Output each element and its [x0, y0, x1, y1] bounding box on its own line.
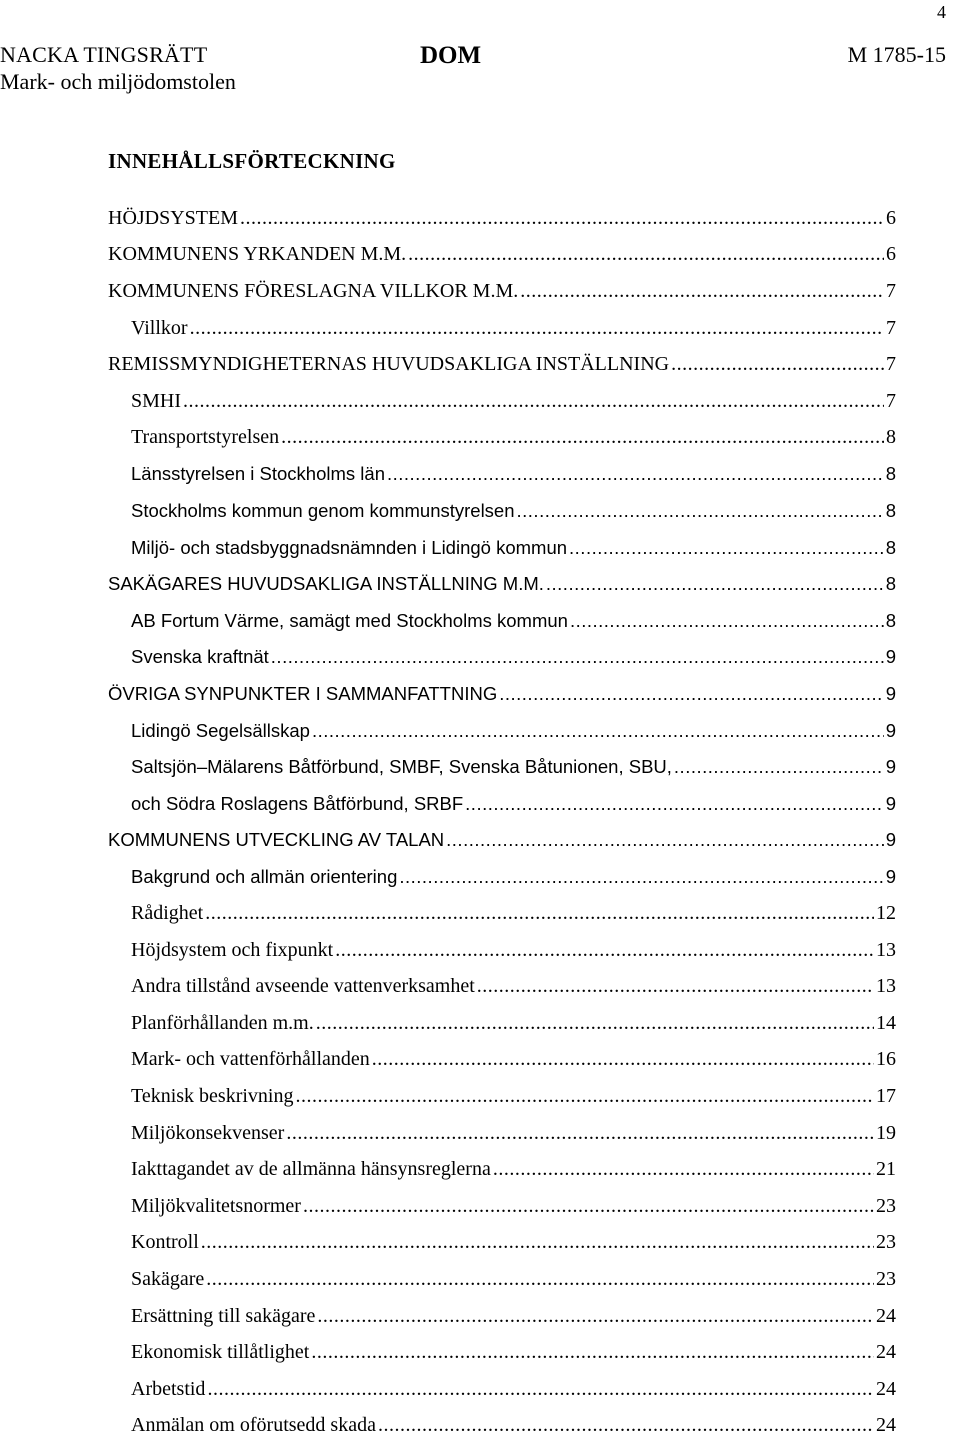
toc-entry-page: 6 — [886, 206, 896, 229]
dot-leader — [477, 975, 874, 998]
case-number: M 1785-15 — [847, 42, 946, 67]
dot-leader — [372, 1048, 874, 1071]
toc-entry-page: 17 — [876, 1085, 896, 1108]
toc-entry-page: 9 — [885, 683, 896, 705]
toc-entry-text: Mark- och vattenförhållanden — [131, 1048, 370, 1071]
toc-entry-page: 24 — [876, 1341, 896, 1364]
toc-entry[interactable] — [108, 1298, 896, 1335]
dot-leader — [378, 1414, 874, 1437]
toc-entry-text: KOMMUNENS FÖRESLAGNA VILLKOR M.M. — [108, 279, 519, 302]
toc-entry-text: Lidingö Segelsällskap — [131, 719, 310, 741]
toc-entry-page: 12 — [876, 902, 896, 925]
toc-entry[interactable] — [108, 420, 896, 457]
toc-entry-text: Miljö- och stadsbyggnadsnämnden i Lidingö kommun — [131, 536, 568, 558]
toc-entry[interactable] — [108, 493, 896, 530]
toc-entry-text: Planförhållanden m.m. — [131, 1011, 314, 1034]
page-number: 4 — [937, 2, 946, 22]
toc-entry-page: 6 — [886, 243, 896, 266]
toc-entry-page: 9 — [885, 646, 896, 668]
toc-entry-page: 7 — [886, 279, 896, 302]
court-division: Mark- och miljödomstolen — [0, 69, 236, 94]
toc-entry[interactable] — [108, 1408, 896, 1444]
dot-leader — [408, 243, 884, 266]
dot-leader — [201, 1231, 874, 1254]
toc-entry[interactable] — [108, 1188, 896, 1225]
dot-leader — [465, 793, 884, 815]
dot-leader — [183, 390, 884, 413]
toc-entry[interactable] — [108, 676, 896, 713]
dot-leader — [520, 280, 884, 303]
toc-entry-page: 7 — [886, 353, 896, 376]
dot-leader — [303, 1195, 874, 1218]
dot-leader — [271, 646, 884, 668]
toc-entry[interactable] — [108, 639, 896, 676]
toc-entry-text: Teknisk beskrivning — [131, 1085, 294, 1108]
dot-leader — [446, 829, 884, 851]
toc-entry[interactable] — [108, 1115, 896, 1152]
dot-leader — [671, 353, 884, 376]
toc-entry-text: Ekonomisk tillåtlighet — [131, 1341, 310, 1364]
toc-entry-text: Ersättning till sakägare — [131, 1304, 316, 1327]
toc-entry-page: 23 — [876, 1231, 896, 1254]
toc-entry-text: Kontroll — [131, 1231, 199, 1254]
toc-entry-page: 14 — [876, 1011, 896, 1034]
toc-entry-text: Sakägare — [131, 1268, 205, 1291]
toc-entry-text: KOMMUNENS UTVECKLING AV TALAN — [108, 829, 445, 851]
toc-entry-text: ÖVRIGA SYNPUNKTER I SAMMANFATTNING — [108, 683, 498, 705]
dot-leader — [286, 1122, 874, 1145]
toc-entry[interactable] — [108, 1042, 896, 1079]
dot-leader — [205, 902, 874, 925]
toc-entry-page: 8 — [886, 426, 896, 449]
toc-entry[interactable] — [108, 1005, 896, 1042]
dot-leader — [316, 1012, 874, 1035]
toc-entry[interactable] — [108, 822, 896, 859]
toc-entry-page: 16 — [876, 1048, 896, 1071]
toc-entry-page: 8 — [885, 573, 896, 595]
toc-entry[interactable] — [108, 932, 896, 969]
toc-entry[interactable] — [108, 200, 896, 237]
toc-entry-page: 24 — [876, 1304, 896, 1327]
dot-leader — [240, 207, 884, 230]
toc-entry[interactable] — [108, 1334, 896, 1371]
toc-entry[interactable] — [108, 346, 896, 383]
toc-entry-text: Arbetstid — [131, 1377, 206, 1400]
toc-entry-text: AB Fortum Värme, samägt med Stockholms kommun — [131, 609, 568, 631]
dot-leader — [674, 756, 884, 778]
dot-leader — [517, 500, 884, 522]
toc-entry-text: Rådighet — [131, 902, 204, 925]
toc-entry[interactable] — [108, 237, 896, 274]
toc-entry-page: 9 — [885, 829, 896, 851]
document-header — [0, 42, 960, 102]
toc-entry-page: 13 — [876, 975, 896, 998]
dot-leader — [317, 1305, 874, 1328]
dot-leader — [387, 463, 884, 485]
dot-leader — [335, 939, 874, 962]
toc-entry-text: SMHI — [131, 389, 182, 412]
toc-entry-text: Iakttagandet av de allmänna hänsynsreglerna — [131, 1158, 491, 1181]
toc-entry[interactable] — [108, 749, 896, 786]
toc-entry-text: Andra tillstånd avseende vattenverksamhet — [131, 975, 475, 998]
toc-entry-text: KOMMUNENS YRKANDEN M.M. — [108, 243, 407, 266]
table-of-contents — [108, 200, 896, 1444]
toc-entry-text: och Södra Roslagens Båtförbund, SRBF — [131, 792, 464, 814]
toc-entry[interactable] — [108, 456, 896, 493]
toc-entry[interactable] — [108, 383, 896, 420]
toc-entry-page: 7 — [886, 316, 896, 339]
dot-leader — [312, 720, 884, 742]
toc-entry-page: 24 — [876, 1414, 896, 1437]
dot-leader — [207, 1378, 874, 1401]
toc-title: INNEHÅLLSFÖRTECKNING — [108, 149, 396, 173]
dot-leader — [281, 426, 884, 449]
toc-entry-text: Stockholms kommun genom kommunstyrelsen — [131, 500, 515, 522]
dot-leader — [546, 573, 884, 595]
toc-entry-page: 7 — [886, 389, 896, 412]
toc-entry-page: 19 — [876, 1121, 896, 1144]
toc-entry[interactable] — [108, 968, 896, 1005]
toc-entry-text: REMISSMYNDIGHETERNAS HUVUDSAKLIGA INSTÄLLNING — [108, 353, 670, 376]
toc-entry-text: SAKÄGARES HUVUDSAKLIGA INSTÄLLNING M.M. — [108, 573, 544, 595]
toc-entry-text: Höjdsystem och fixpunkt — [131, 938, 334, 961]
toc-entry-page: 24 — [876, 1377, 896, 1400]
toc-entry-page: 13 — [876, 938, 896, 961]
toc-entry-page: 21 — [876, 1158, 896, 1181]
toc-entry-page: 9 — [885, 865, 896, 887]
toc-entry[interactable] — [108, 566, 896, 603]
toc-entry-text: Länsstyrelsen i Stockholms län — [131, 463, 385, 485]
toc-entry[interactable] — [108, 310, 896, 347]
toc-entry-text: Saltsjön–Mälarens Båtförbund, SMBF, Svenska Båtunionen, SBU, — [131, 756, 672, 778]
court-name: NACKA TINGSRÄTT — [0, 42, 208, 67]
dot-leader — [311, 1341, 874, 1364]
toc-entry[interactable] — [108, 786, 896, 823]
toc-entry[interactable] — [108, 273, 896, 310]
toc-entry-page: 23 — [876, 1194, 896, 1217]
dot-leader — [499, 683, 883, 705]
toc-entry-text: Miljökonsekvenser — [131, 1121, 285, 1144]
toc-entry-text: Transportstyrelsen — [131, 426, 280, 449]
toc-entry-text: Miljökvalitetsnormer — [131, 1194, 301, 1217]
toc-entry[interactable] — [108, 1151, 896, 1188]
toc-entry-text: Villkor — [131, 316, 188, 339]
document-type: DOM — [420, 42, 482, 69]
toc-entry[interactable] — [108, 1261, 896, 1298]
toc-entry-text: HÖJDSYSTEM — [108, 206, 239, 229]
toc-entry-page: 9 — [885, 792, 896, 814]
toc-entry[interactable] — [108, 895, 896, 932]
dot-leader — [399, 866, 883, 888]
toc-entry[interactable] — [108, 529, 896, 566]
toc-entry[interactable] — [108, 603, 896, 640]
dot-leader — [570, 610, 884, 632]
toc-entry-page: 23 — [876, 1268, 896, 1291]
toc-entry-text: Svenska kraftnät — [131, 646, 269, 668]
toc-entry-page: 8 — [885, 463, 896, 485]
dot-leader — [493, 1158, 874, 1181]
toc-entry[interactable] — [108, 1078, 896, 1115]
dot-leader — [206, 1268, 874, 1291]
toc-entry-page: 8 — [885, 500, 896, 522]
toc-entry-text: Bakgrund och allmän orientering — [131, 865, 398, 887]
toc-entry[interactable] — [108, 712, 896, 749]
toc-entry[interactable] — [108, 859, 896, 896]
dot-leader — [295, 1085, 874, 1108]
toc-entry-page: 8 — [885, 536, 896, 558]
toc-entry-text: Anmälan om oförutsedd skada — [131, 1414, 376, 1437]
toc-entry-page: 9 — [885, 756, 896, 778]
dot-leader — [190, 317, 884, 340]
toc-entry-page: 9 — [885, 719, 896, 741]
dot-leader — [569, 537, 884, 559]
toc-entry-page: 8 — [885, 609, 896, 631]
toc-entry[interactable] — [108, 1225, 896, 1262]
toc-entry[interactable] — [108, 1371, 896, 1408]
